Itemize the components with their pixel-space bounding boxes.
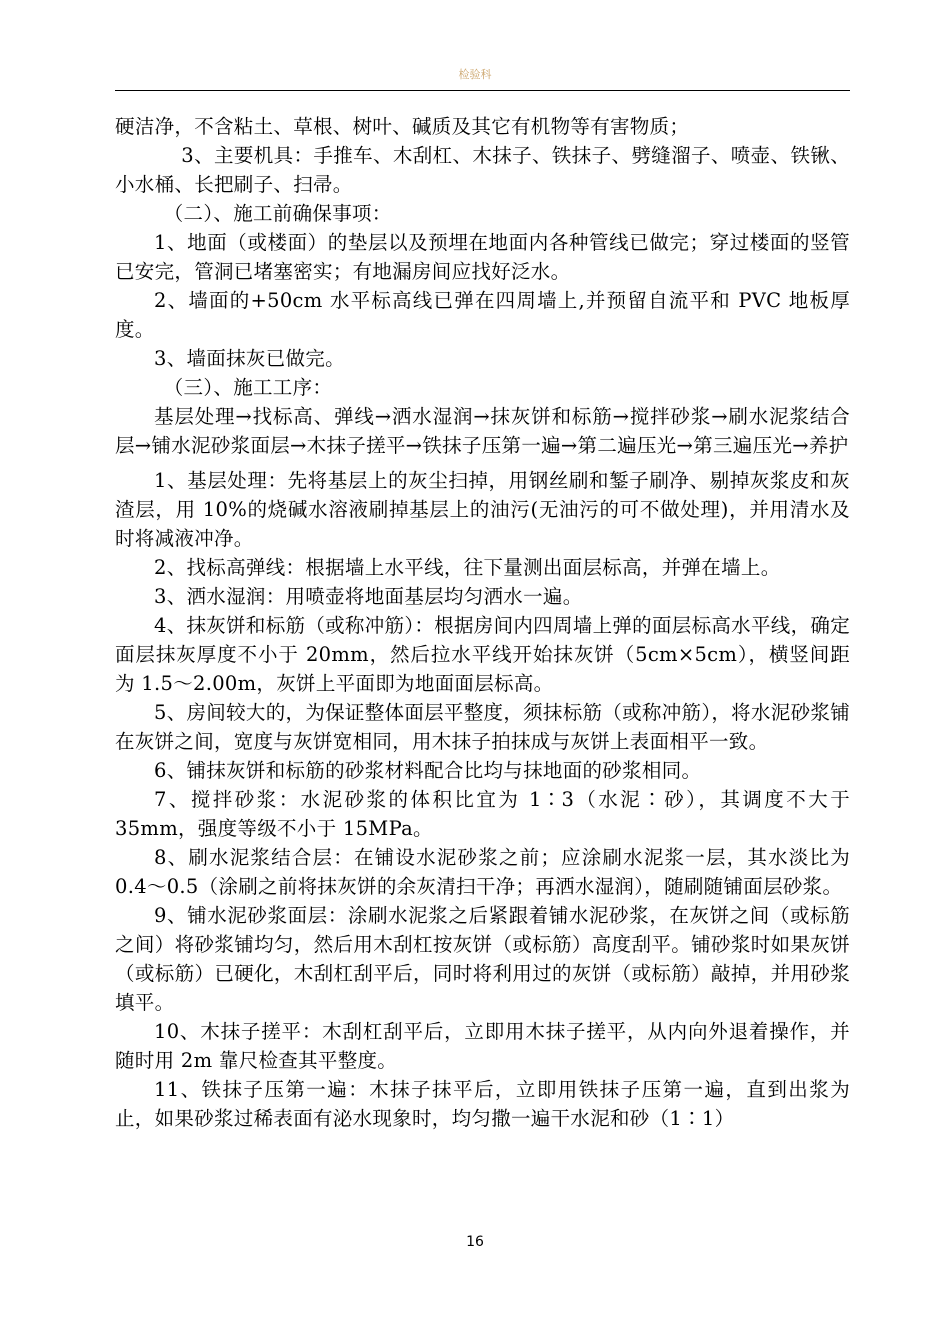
paragraph: 3、墙面抹灰已做完。: [154, 347, 345, 370]
paragraph: 6、铺抹灰饼和标筋的砂浆材料配合比均与抹地面的砂浆相同。: [154, 759, 702, 782]
paragraph: 3、洒水湿润：用喷壶将地面基层均匀洒水一遍。: [154, 585, 583, 608]
paragraph: 9、铺水泥砂浆面层：涂刷水泥浆之后紧跟着铺水泥砂浆，在灰饼之间（或标筋之间）将砂浆铺均匀，然后用木刮杠按灰饼（或标筋）高度刮平。铺砂浆时如果灰饼（或标筋）已硬化，木刮杠刮平后，同时将利用过的灰饼（或标筋）敲掉，并用砂浆填平。: [115, 904, 850, 1014]
page-number: 16: [466, 1234, 484, 1250]
paragraph: 2、找标高弹线：根据墙上水平线，往下量测出面层标高，并弹在墙上。: [154, 556, 781, 579]
paragraph: 7、搅拌砂浆：水泥砂浆的体积比宜为 1∶3（水泥∶砂），其调度不大于 35mm，强度等级不小于 15MPa。: [115, 788, 850, 840]
header-rule: [115, 90, 850, 91]
paragraph: 1、地面（或楼面）的垫层以及预埋在地面内各种管线已做完；穿过楼面的竖管已安完，管洞已堵塞密实；有地漏房间应找好泛水。: [115, 231, 850, 283]
header-label: 检验科: [458, 68, 492, 81]
paragraph: 1、基层处理：先将基层上的灰尘扫掉，用钢丝刷和錾子刷净、剔掉灰浆皮和灰渣层，用 10%的烧碱水溶液刷掉基层上的油污(无油污的可不做处理)，并用清水及时将减液冲净。: [115, 469, 850, 550]
paragraph: 10、木抹子搓平：木刮杠刮平后，立即用木抹子搓平，从内向外退着操作，并随时用 2m 靠尺检查其平整度。: [115, 1020, 850, 1072]
paragraph: 5、房间较大的，为保证整体面层平整度，须抹标筋（或称冲筋），将水泥砂浆铺在灰饼之间，宽度与灰饼宽相同，用木抹子拍抹成与灰饼上表面相平一致。: [115, 701, 850, 753]
paragraph: 8、刷水泥浆结合层：在铺设水泥砂浆之前；应涂刷水泥浆一层，其水淡比为 0.4～0.5（涂刷之前将抹灰饼的余灰清扫干净；再洒水湿润），随刷随铺面层砂浆。: [115, 846, 850, 898]
section-heading: （二）、施工前确保事项：: [163, 202, 392, 225]
section-heading: （三）、施工工序：: [163, 376, 333, 399]
paragraph: 基层处理→找标高、弹线→洒水湿润→抹灰饼和标筋→搅拌砂浆→刷水泥浆结合层→铺水泥砂浆面层→木抹子搓平→铁抹子压第一遍→第二遍压光→第三遍压光→养护: [115, 405, 850, 457]
paragraph: 4、抹灰饼和标筋（或称冲筋）：根据房间内四周墙上弹的面层标高水平线，确定面层抹灰厚度不小于 20mm，然后拉水平线开始抹灰饼（5cm×5cm），横竖间距为 1.5～2.00m，灰饼上平面即为地面面层标高。: [115, 614, 850, 695]
paragraph: 硬洁净，不含粘土、草根、树叶、碱质及其它有机物等有害物质；: [115, 115, 690, 138]
paragraph: 11、铁抹子压第一遍：木抹子抹平后，立即用铁抹子压第一遍，直到出浆为止，如果砂浆过稀表面有泌水现象时，均匀撒一遍干水泥和砂（1∶1）: [115, 1078, 850, 1130]
document-body: [115, 112, 850, 1133]
paragraph: 3、主要机具：手推车、木刮杠、木抹子、铁抹子、劈缝溜子、喷壶、铁锹、小水桶、长把刷子、扫帚。: [115, 144, 850, 196]
paragraph: 2、墙面的+50cm 水平标高线已弹在四周墙上,并预留自流平和 PVC 地板厚度。: [115, 289, 850, 341]
